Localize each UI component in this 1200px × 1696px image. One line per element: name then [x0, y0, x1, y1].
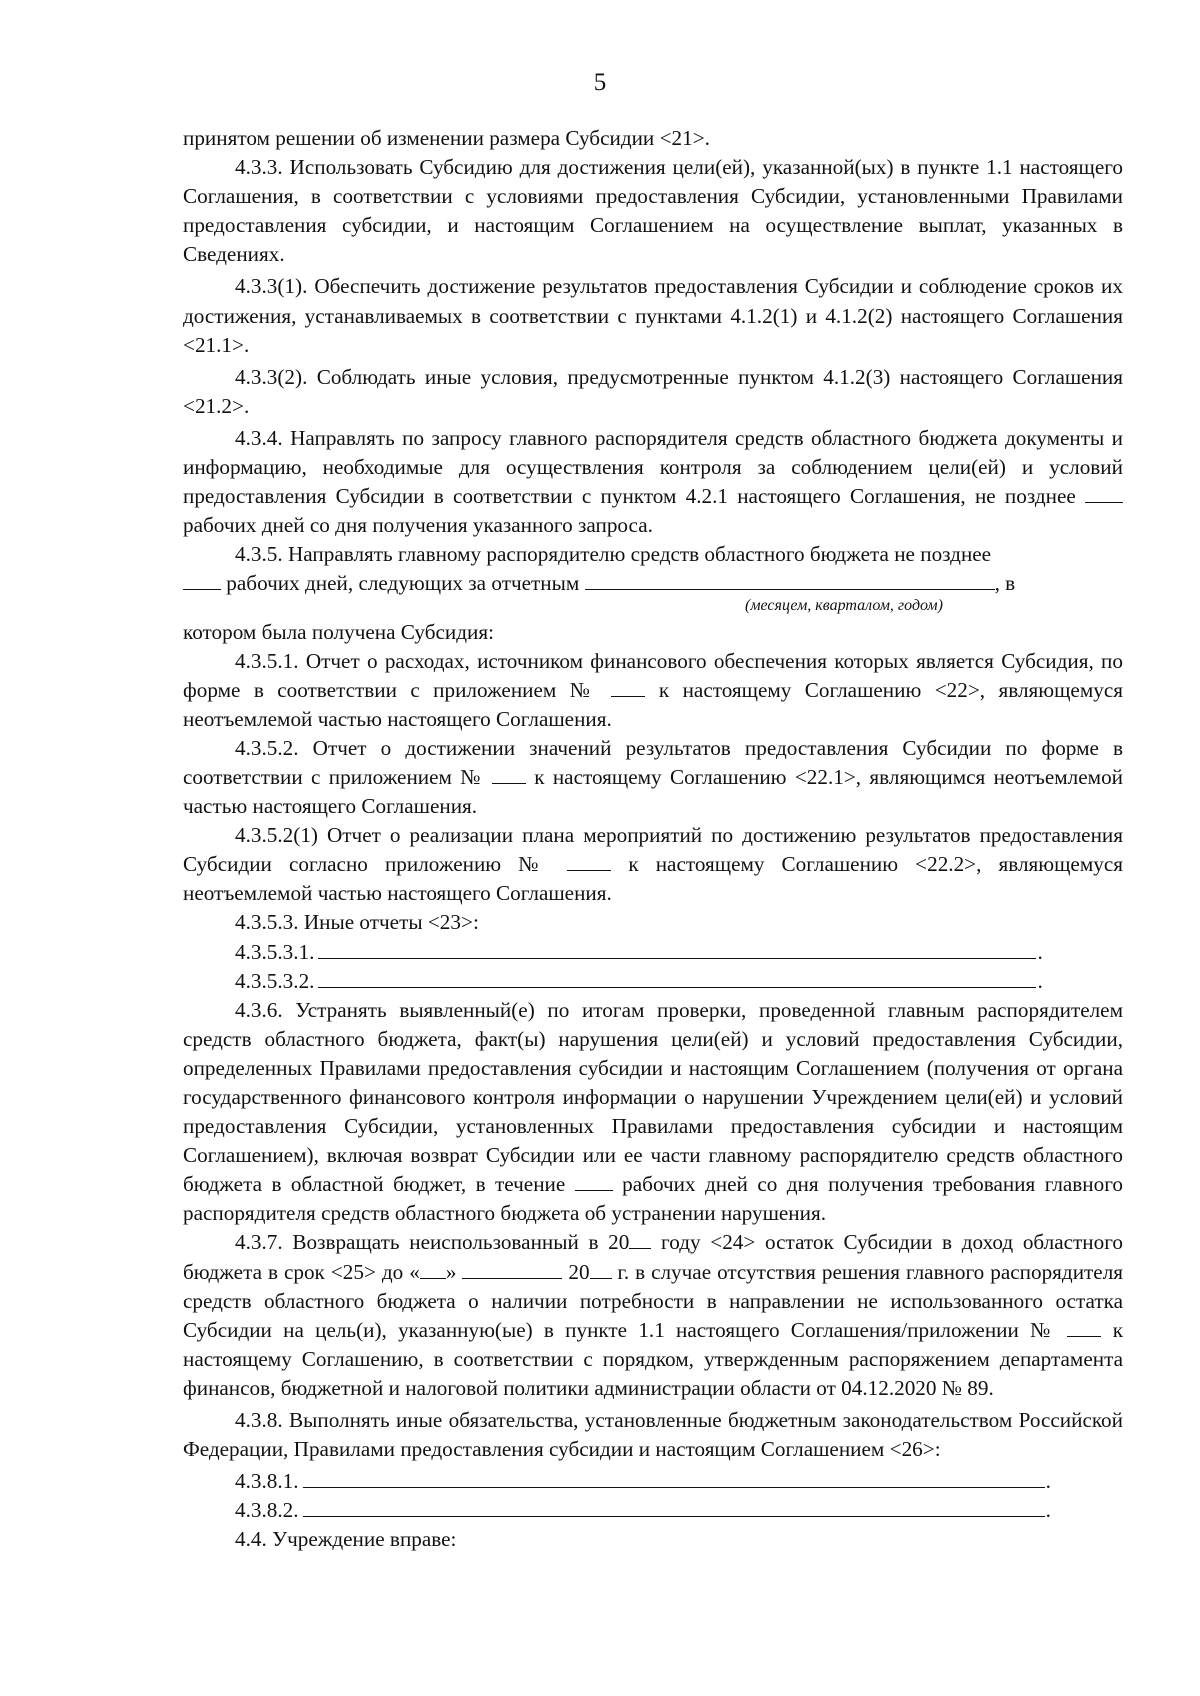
line-dot: . — [1037, 939, 1043, 964]
blank-field — [492, 763, 526, 784]
paragraph-continuation: принятом решении об изменении размера Субсидии <21>. — [183, 126, 710, 150]
line-label: 4.3.8.2. — [235, 1498, 299, 1523]
blank-field — [590, 1258, 612, 1279]
paragraph-4-3-5-2 — [183, 734, 1123, 821]
paragraph-4-3-5-1 — [183, 647, 1123, 734]
blank-field — [585, 569, 995, 590]
line-dot: . — [1037, 968, 1043, 993]
paragraph-text: рабочих дней со дня получения указанного запроса. — [183, 513, 653, 538]
paragraph-4-4: 4.4. Учреждение вправе: — [235, 1527, 457, 1552]
fill-line-4-3-5-3-2 — [183, 967, 1123, 996]
blank-field — [420, 1258, 446, 1279]
line-label: 4.3.5.3.2. — [235, 968, 315, 993]
paragraph-text: 4.3.5.2. Отчет о достижении значений результатов предоставления Субсидии по форме в соответствии с приложением № — [183, 735, 1123, 789]
paragraph-4-3-5-2-1 — [183, 821, 1123, 908]
paragraph-text: к настоящему Соглашению <22>, являющемуся неотъемлемой частью настоящего Соглашения. — [183, 677, 1123, 731]
page-number: 5 — [593, 69, 607, 96]
paragraph-4-3-5-cont — [183, 569, 1123, 598]
blank-line — [303, 1467, 1045, 1488]
paragraph-4-3-3-2: 4.3.3(2). Соблюдать иные условия, предусмотренные пунктом 4.1.2(3) настоящего Соглашения <21.2>. — [183, 364, 1123, 418]
paragraph-4-3-5 — [183, 540, 1123, 569]
paragraph-text: к настоящему Соглашению, в соответствии с порядком, утвержденным распоряжением департамента финансов, бюджетной и налоговой политики администрации области от 04.12.2020 № 89. — [183, 1317, 1123, 1400]
paragraph-4-3-3-1: 4.3.3(1). Обеспечить достижение результатов предоставления Субсидии и соблюдение сроков их достижения, устанавливаемых в соответствии с пунктами 4.1.2(1) и 4.1.2(2) настоящего Соглашения <21.1>. — [183, 274, 1123, 357]
paragraph-4-3-6 — [183, 996, 1123, 1229]
paragraph-text: 4.3.4. Направлять по запросу главного распорядителя средств областного бюджета документы и информацию, необходимые для осуществления контроля за соблюдением цели(ей) и условий предоставления Субсидии в соответствии с пунктом 4.2.1 настоящего Соглашения, не позднее — [183, 425, 1123, 509]
blank-field — [575, 1170, 613, 1191]
paragraph-4-3-3: 4.3.3. Использовать Субсидию для достижения цели(ей), указанной(ых) в пункте 1.1 настоящего Соглашения, в соответствии с условиями предоставления Субсидии, установленными Правилами предоставления субсидии, и настоящим Соглашением на осуществление выплат, указанных в Сведениях. — [183, 155, 1123, 267]
blank-line — [303, 1496, 1045, 1517]
paragraph-text: рабочих дней со дня получения требования главного распорядителя средств областного бюджета об устранении нарушения. — [183, 1172, 1123, 1226]
blank-line — [318, 967, 1036, 988]
paragraph-4-3-5-3: 4.3.5.3. Иные отчеты <23>: — [235, 910, 479, 935]
blank-field — [1067, 1316, 1101, 1337]
paragraph-text: 4.3.7. Возвращать неиспользованный в 20 — [235, 1230, 630, 1255]
paragraph-text: 4.3.6. Устранять выявленный(е) по итогам проверки, проведенной главным распорядителем средств областного бюджета, факт(ы) нарушения цели(ей) и условий предоставления Субсидии, определенных Правилами предоставления субсидии и настоящим Соглашением (получения от органа государственного финансового контроля информации о нарушении Учреждением цели(ей) и условий предоставления Субсидии, установленных Правилами предоставления субсидии и настоящим Соглашением), включая возврат Субсидии или ее части главному распорядителю средств областного бюджета в областной бюджет, в течение — [183, 997, 1123, 1197]
field-caption: (месяцем, кварталом, годом) — [745, 596, 943, 614]
paragraph-text: » — [445, 1259, 463, 1284]
blank-field — [462, 1258, 562, 1279]
blank-field — [183, 569, 221, 590]
paragraph-text: году <24> остаток Субсидии в доход областного бюджета в срок <25> до « — [183, 1230, 1123, 1284]
paragraph-text: 4.3.5. Направлять главному распорядителю средств областного бюджета не позднее — [235, 542, 992, 567]
fill-line-4-3-5-3-1 — [183, 938, 1123, 967]
paragraph-text: 4.3.5.1. Отчет о расходах, источником финансового обеспечения которых является Субсидия, по форме в соответствии с приложением № — [183, 648, 1123, 702]
fill-line-4-3-8-1 — [183, 1467, 1123, 1496]
line-dot: . — [1045, 1469, 1051, 1494]
line-label: 4.3.8.1. — [235, 1469, 299, 1494]
paragraph-4-3-5-end: котором была получена Субсидия: — [183, 619, 494, 644]
fill-line-4-3-8-2 — [183, 1496, 1123, 1525]
blank-field — [567, 850, 611, 871]
line-label: 4.3.5.3.1. — [235, 939, 315, 964]
document-body — [183, 124, 1123, 1555]
paragraph-text: 4.3.5.2(1) Отчет о реализации плана мероприятий по достижению результатов предоставления Субсидии согласно приложению № — [183, 823, 1123, 877]
blank-field — [611, 676, 645, 697]
blank-line — [318, 938, 1036, 959]
paragraph-4-3-8: 4.3.8. Выполнять иные обязательства, установленные бюджетным законодательством Российской Федерации, Правилами предоставления субсидии и настоящим Соглашением <26>: — [183, 1408, 1123, 1462]
blank-field — [1085, 482, 1123, 503]
blank-field — [629, 1228, 651, 1249]
paragraph-text: , в — [994, 571, 1016, 596]
paragraph-text: г. в случае отсутствия решения главного распорядителя средств областного бюджета о наличии потребности в направлении не использованного остатка Субсидии на цель(и), указанную(ые) в пункте 1.1 настоящего Соглашения/приложении № — [183, 1259, 1124, 1342]
paragraph-text: к настоящему Соглашению <22.2>, являющемуся неотъемлемой частью настоящего Соглашения. — [183, 852, 1123, 906]
paragraph-4-3-7 — [183, 1228, 1123, 1403]
paragraph-text: 20 — [562, 1259, 590, 1284]
paragraph-text: к настоящему Соглашению <22.1>, являющимся неотъемлемой частью настоящего Соглашения. — [183, 764, 1123, 819]
paragraph-text: рабочих дней, следующих за отчетным — [221, 571, 585, 596]
paragraph-4-3-4 — [183, 424, 1123, 540]
line-dot: . — [1045, 1498, 1051, 1523]
